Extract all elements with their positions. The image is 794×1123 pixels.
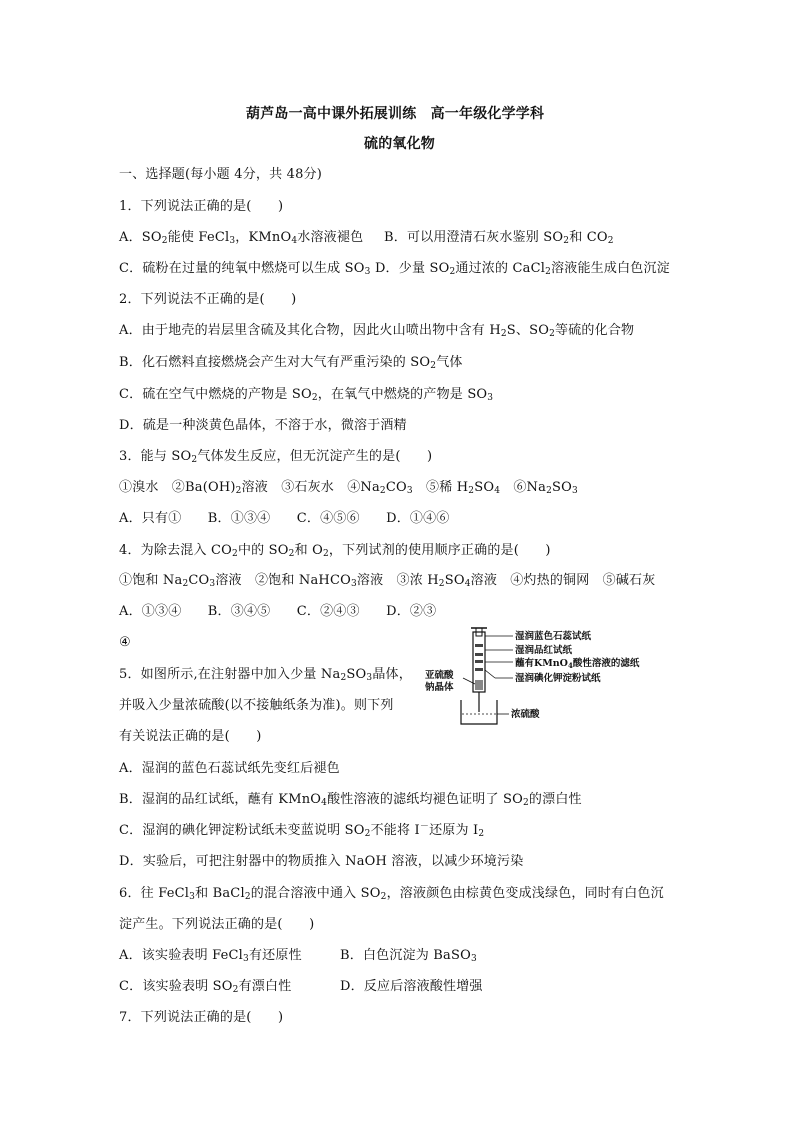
figure-label-left-2: 钠晶体 (425, 682, 454, 693)
question-2-option-b: B．化石燃料直接燃烧会产生对大气有严重污染的 $SO_2$气体 (119, 355, 463, 371)
figure-label-3: 蘸有KMnO$_4$酸性溶液的滤纸 (515, 658, 640, 670)
paper-strip-2 (475, 653, 483, 656)
question-5-option-d: D．实验后，可把注射器中的物质推入 NaOH 溶液，以减少环境污染 (119, 854, 524, 869)
figure-label-bottom: 浓硫酸 (511, 709, 540, 720)
figure-label-4: 湿润碘化钾淀粉试纸 (515, 673, 601, 684)
question-3-reagent-list: ①溴水 $②Ba(OH)_2$溶液 ③石灰水 $④Na_2CO_3$ ⑤稀 $H_2SO_4$ $⑥Na_2SO_3$ (119, 480, 578, 496)
question-1-option-cd: C．硫粉在过量的纯氧中燃烧可以生成 $SO_3$ D．少量 $SO_2$通过浓的 CaCl$_2$溶液能生成白色沉淀 (119, 261, 670, 277)
paper-strip-4 (475, 668, 483, 671)
question-6-stem-line-1: 6．往 FeCl$_3$和 BaCl$_2$的混合溶液中通入 $SO_2$，溶液颜色由棕黄色变成浅绿色，同时有白色沉 (119, 886, 664, 902)
question-6-option-b: B．白色沉淀为 BaSO$_3$ (340, 948, 477, 964)
question-4-stem: 4．为除去混入 $CO_2$中的 $SO_2$和 $O_2$，下列试剂的使用顺序正确的是( ) (119, 543, 551, 559)
figure-label-left-1: 亚硫酸 (425, 670, 454, 681)
question-5-option-c: C．湿润的碘化钾淀粉试纸未变蓝说明 $SO_2$不能将 I－还原为 $I_2$ (119, 821, 485, 839)
question-4-options: A．①③④ B．③④⑤ C．②④③ D．②③ (119, 604, 437, 619)
syringe-apparatus-figure (425, 626, 665, 728)
question-2-stem: 2．下列说法不正确的是( ) (119, 292, 297, 307)
question-5-stem-line-3: 有关说法正确的是( ) (119, 729, 262, 744)
question-6-option-a: A．该实验表明 FeCl$_3$有还原性 (119, 948, 302, 964)
question-5-stem-line-2: 并吸入少量浓硫酸(以不接触纸条为准)。则下列 (119, 698, 394, 713)
paper-strip-3 (475, 660, 483, 663)
page-subtitle: 硫的氧化物 (364, 136, 435, 152)
question-5-option-b: B．湿润的品红试纸，蘸有 KMnO$_4$酸性溶液的滤纸均褪色证明了 $SO_2$的漂白性 (119, 792, 582, 808)
section-heading: 一、选择题(每小题 4分，共 48分) (119, 167, 323, 182)
question-6-stem-line-2: 淀产生。下列说法正确的是( ) (119, 917, 315, 932)
question-2-option-d: D．硫是一种淡黄色晶体，不溶于水，微溶于酒精 (119, 418, 407, 433)
page-title: 葫芦岛一高中课外拓展训练 高一年级化学学科 (246, 106, 545, 122)
paper-strip-1 (475, 644, 483, 647)
question-1-option-a: A．$SO_2$能使 FeCl$_3$，KMnO$_4$水溶液褪色 (119, 230, 364, 246)
question-4-reagent-list: ①饱和 $Na_2CO_3$溶液 ②饱和 NaHCO$_3$溶液 ③浓 $H_2SO_4$溶液 ④灼热的铜网 ⑤碱石灰 (119, 573, 656, 589)
question-1-stem: 1．下列说法正确的是( ) (119, 199, 284, 214)
question-6-option-d: D．反应后溶液酸性增强 (340, 979, 483, 994)
crystal-sample (475, 680, 483, 690)
question-6-option-c: C．该实验表明 $SO_2$有漂白性 (119, 979, 292, 995)
question-5-stem-line-1: 5．如图所示,在注射器中加入少量 $Na_2SO_3$晶体， (119, 667, 412, 683)
figure-label-1: 湿润蓝色石蕊试纸 (515, 631, 592, 642)
question-5-option-a: A．湿润的蓝色石蕊试纸先变红后褪色 (119, 761, 340, 776)
question-1-option-b: B．可以用澄清石灰水鉴别 $SO_2$和 $CO_2$ (384, 230, 614, 246)
question-3-stem: 3．能与 $SO_2$气体发生反应，但无沉淀产生的是( ) (119, 449, 433, 465)
figure-label-2: 湿润品红试纸 (515, 645, 573, 656)
question-2-option-a: A．由于地壳的岩层里含硫及其化合物，因此火山喷出物中含有 $H_2S$、$SO_2$等硫的化合物 (119, 323, 635, 339)
question-4-option-wrap: ④ (119, 635, 131, 650)
question-2-option-c: C．硫在空气中燃烧的产物是 $SO_2$，在氧气中燃烧的产物是 $SO_3$ (119, 387, 494, 403)
question-3-options: A．只有① B．①③④ C．④⑤⑥ D．①④⑥ (119, 511, 450, 526)
question-7-stem: 7．下列说法正确的是( ) (119, 1010, 284, 1025)
